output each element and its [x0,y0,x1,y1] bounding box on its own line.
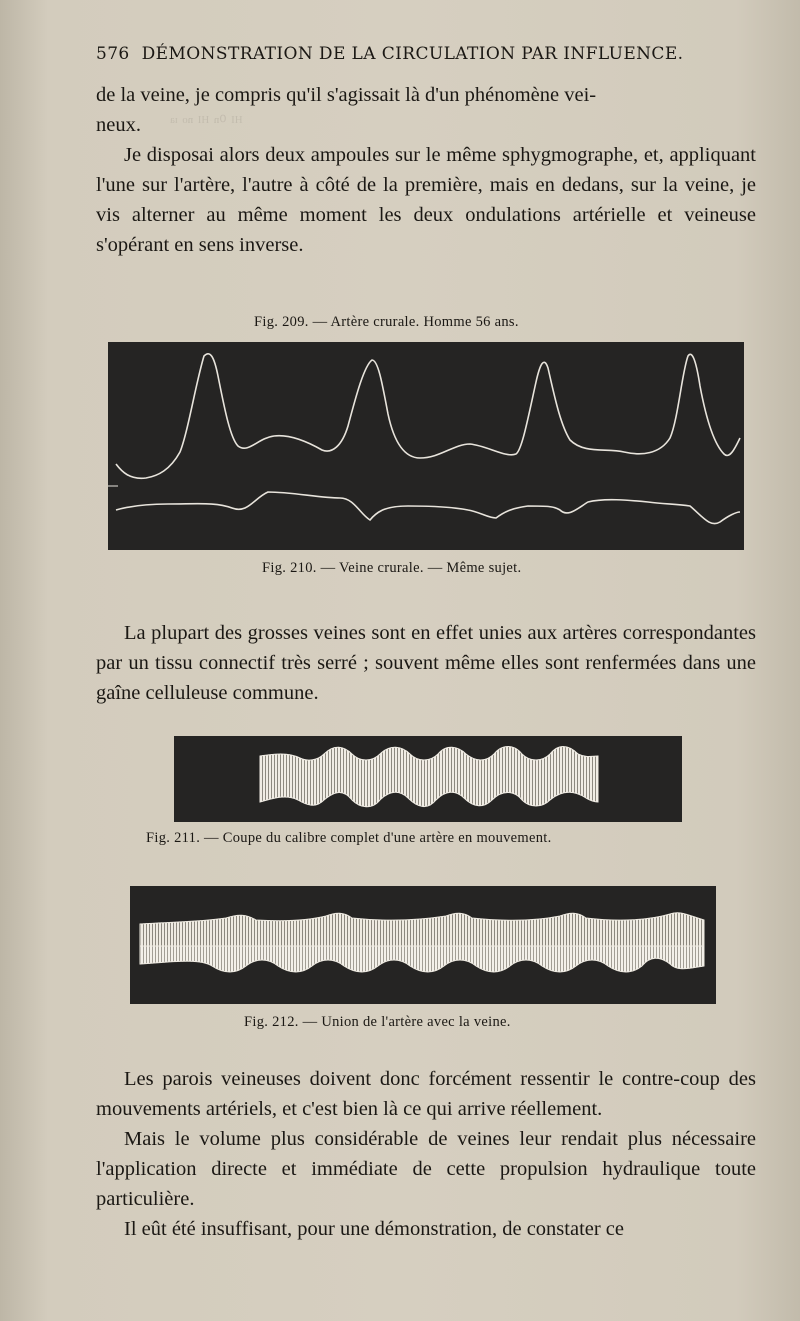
paragraph-volume: Mais le volume plus considérable de veines leur rendait plus nécessaire l'application directe et immédiate de cette propulsion hydraulique toute particulière. [96,1128,756,1210]
fig211-caption: Fig. 211. — Coupe du calibre complet d'une artère en mouvement. [146,830,552,846]
artery-band [140,946,704,972]
fig212-image [130,886,716,1004]
fig212-caption: Fig. 212. — Union de l'artère avec la veine. [244,1014,511,1030]
running-head [96,44,744,64]
text-block-bottom [96,1064,756,1244]
paragraph-demonstration: Il eût été insuffisant, pour une démonstration, de constater ce [124,1218,625,1240]
paragraph-ampoules: Je disposai alors deux ampoules sur le même sphygmographe, et, appliquant l'une sur l'artère, l'autre à côté de la première, mais en dedans, sur la veine, je vis alterner au même moment les deux ondulations artérielle et veineuse s'opérant en sens inverse. [96,144,756,256]
paragraph-parois: Les parois veineuses doivent donc forcément ressentir le contre-coup des mouvements artériels, et c'est bien là ce qui arrive réellement. [96,1068,756,1120]
arterial-wave-trace [116,354,740,479]
text-block-top [96,80,756,260]
fig211-image [174,736,682,822]
page-number: 576 [96,44,130,64]
paragraph-veines: La plupart des grosses veines sont en effet unies aux artères correspondantes par un tissu connectif très serré ; souvent même elles sont renfermées dans une gaîne celluleuse commune. [96,622,756,704]
bleed-through-text: ᴴᴵ ⁰ⁿ ᴴᴵ ⁿᵒ ᶦᵃ [170,112,243,132]
venous-wave-trace [116,492,740,524]
fig210-caption: Fig. 210. — Veine crurale. — Même sujet. [262,560,522,576]
artery-section-band [260,747,598,807]
paragraph-line: de la veine, je compris qu'il s'agissait là d'un phénomène vei- [96,84,597,106]
paragraph-line: neux. [96,114,141,136]
fig209-caption: Fig. 209. — Artère crurale. Homme 56 ans. [254,314,519,330]
paragraph-continued [96,80,756,140]
fig209-210-tracing [108,342,744,550]
running-head-title: DÉMONSTRATION DE LA CIRCULATION PAR INFLUENCE. [141,44,684,64]
vein-band [140,913,704,946]
text-block-mid [96,618,756,708]
